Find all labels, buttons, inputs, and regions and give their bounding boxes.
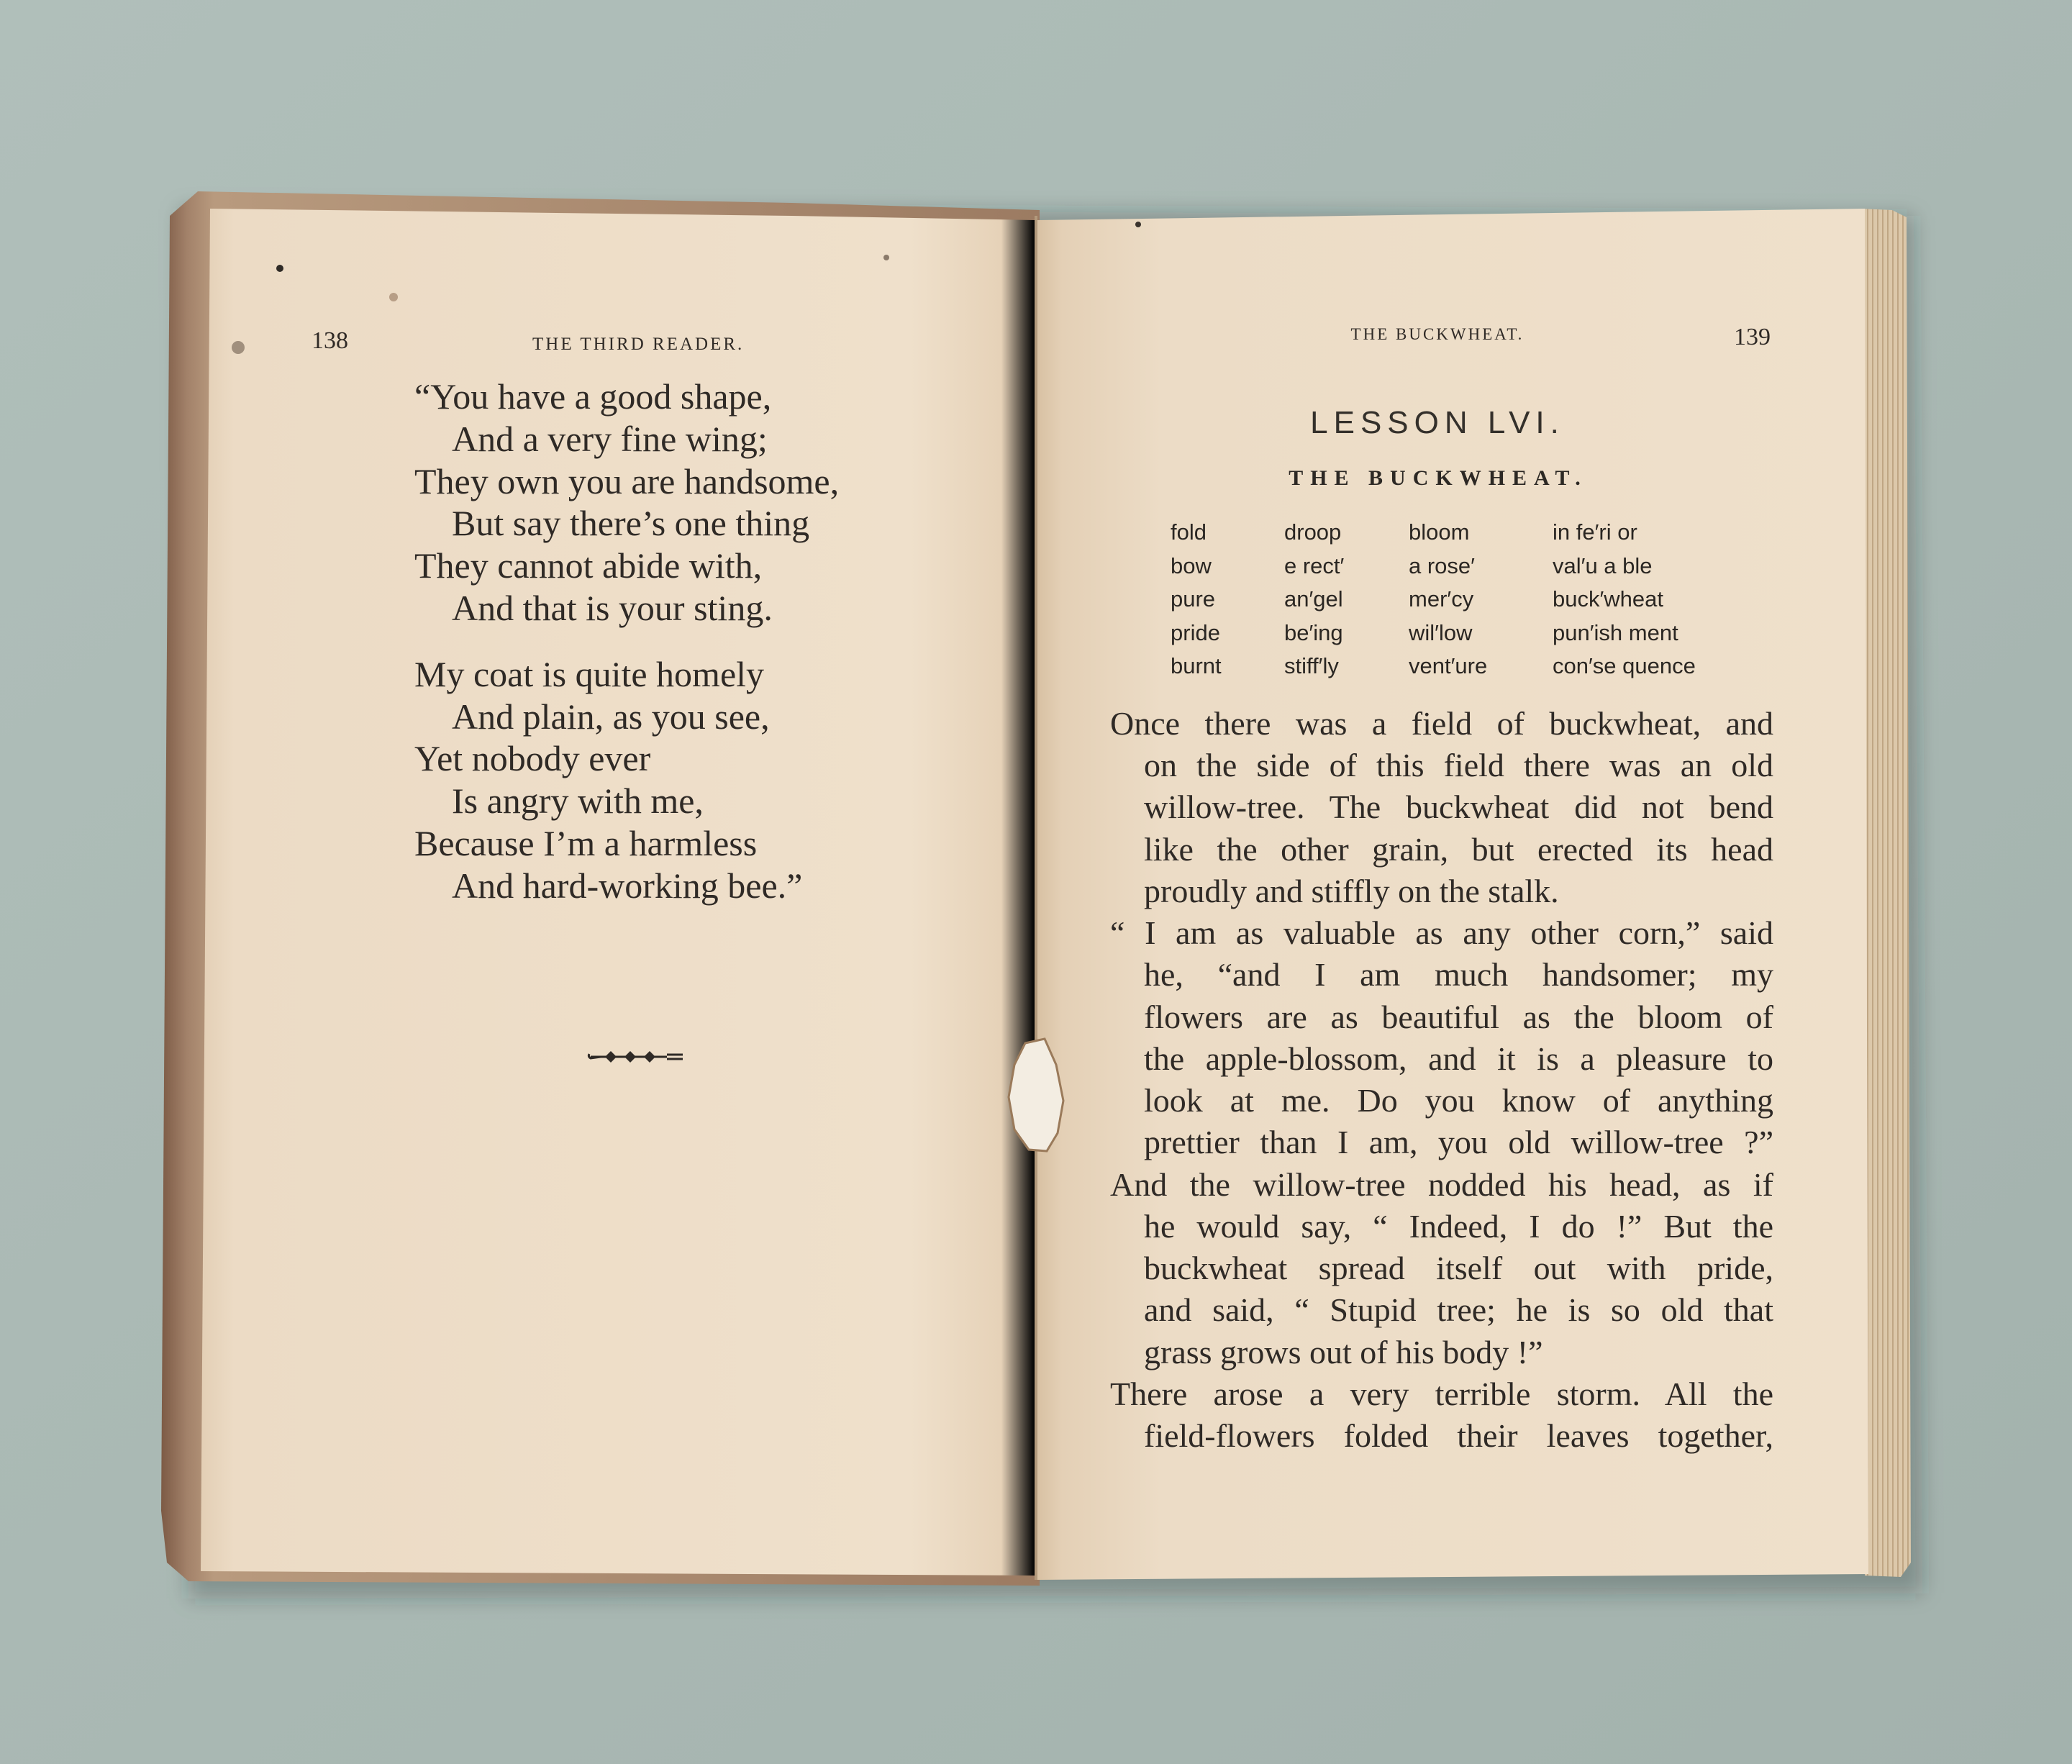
poem-line: They own you are handsome, <box>414 460 840 501</box>
poem <box>414 376 839 907</box>
paragraph-line: and said, “ Stupid tree; he is so old that <box>1144 1291 1773 1329</box>
word-list-cell: burnt <box>1171 653 1222 678</box>
lesson-subtitle: THE BUCKWHEAT. <box>1289 466 1588 490</box>
paragraph-line: willow-tree. The buckwheat did not bend <box>1144 788 1773 826</box>
word-list-cell: pun′ish ment <box>1553 619 1678 645</box>
word-list-cell: pure <box>1171 586 1216 612</box>
poem-stanza <box>414 653 839 907</box>
right-running-head: THE BUCKWHEAT. <box>1350 325 1525 343</box>
lesson-text <box>1110 703 1773 1457</box>
ink-spot <box>1135 222 1141 227</box>
paragraph-line: proudly and stiffly on the stalk. <box>1144 872 1559 909</box>
paragraph-line: field-flowers folded their leaves together, <box>1144 1417 1773 1454</box>
word-list-cell: val′u a ble <box>1553 553 1653 578</box>
word-list-cell: droop <box>1284 519 1342 545</box>
poem-line: My coat is quite homely <box>414 653 765 694</box>
paragraph-line: prettier than I am, you old willow-tree ?” <box>1144 1124 1773 1161</box>
poem-line: They cannot abide with, <box>414 545 763 586</box>
paragraph <box>1110 703 1773 912</box>
word-list-cell: wil′low <box>1409 619 1473 645</box>
ink-spot <box>883 255 889 260</box>
poem-line: Yet nobody ever <box>414 738 651 779</box>
poem-line: Because I’m a harmless <box>414 822 758 863</box>
ink-spot <box>389 293 398 301</box>
word-list-cell: pride <box>1171 619 1220 645</box>
poem-line: And plain, as you see, <box>452 696 770 737</box>
poem-stanza <box>414 376 839 629</box>
ornament-divider <box>586 1047 687 1067</box>
paragraph <box>1110 1164 1773 1373</box>
word-list-cell: e rect′ <box>1284 553 1345 578</box>
poem-line: Is angry with me, <box>452 781 704 822</box>
ink-spot <box>276 265 283 272</box>
poem-line: And that is your sting. <box>452 587 773 628</box>
paragraph-line: flowers are as beautiful as the bloom of <box>1144 998 1773 1035</box>
paragraph-line: buckwheat spread itself out with pride, <box>1144 1250 1773 1287</box>
word-list-cell: be′ing <box>1284 619 1343 645</box>
paragraph <box>1110 1373 1773 1457</box>
word-list-cell: vent′ure <box>1409 653 1488 678</box>
word-list-cell: an′gel <box>1284 586 1343 612</box>
paragraph-line: grass grows out of his body !” <box>1144 1333 1543 1370</box>
paragraph-line: Once there was a field of buckwheat, and <box>1110 705 1773 742</box>
poem-line: And a very fine wing; <box>452 418 768 459</box>
lesson-title: LESSON LVI. <box>1310 405 1565 440</box>
page-edges-right <box>1860 209 1911 1577</box>
word-list-cell: fold <box>1171 519 1207 545</box>
paragraph-line: like the other grain, but erected its head <box>1144 830 1773 868</box>
word-list-cell: bloom <box>1409 519 1470 545</box>
word-list-cell: buck′wheat <box>1553 586 1664 612</box>
left-page-number: 138 <box>312 327 348 354</box>
word-list-cell: bow <box>1171 553 1212 578</box>
paragraph-line: he would say, “ Indeed, I do !” But the <box>1144 1207 1773 1245</box>
word-list-cell: mer′cy <box>1409 586 1474 612</box>
paragraph-line: on the side of this field there was an old <box>1144 747 1773 784</box>
word-list-cell: stiff′ly <box>1284 653 1339 678</box>
poem-line: But say there’s one thing <box>452 503 810 544</box>
paragraph-line: There arose a very terrible storm. All the <box>1110 1375 1773 1412</box>
paragraph-line: the apple-blossom, and it is a pleasure to <box>1144 1040 1773 1077</box>
word-list-cell: in fe′ri or <box>1553 519 1637 545</box>
paragraph-line: look at me. Do you know of anything <box>1144 1082 1773 1119</box>
poem-line: And hard-working bee.” <box>452 865 803 906</box>
right-page-number: 139 <box>1734 324 1771 350</box>
left-running-head: THE THIRD READER. <box>532 335 745 354</box>
paragraph-line: he, “and I am much handsomer; my <box>1144 956 1773 994</box>
spelling-word-list <box>1171 516 1725 683</box>
paragraph-line: And the willow-tree nodded his head, as if <box>1110 1165 1773 1203</box>
paragraph <box>1110 912 1773 1163</box>
ink-spot <box>232 341 245 354</box>
word-list-cell: a rose′ <box>1409 553 1475 578</box>
paragraph-line: “ I am as valuable as any other corn,” said <box>1110 914 1773 952</box>
poem-line: “You have a good shape, <box>414 376 772 417</box>
word-list-cell: con′se quence <box>1553 653 1696 678</box>
